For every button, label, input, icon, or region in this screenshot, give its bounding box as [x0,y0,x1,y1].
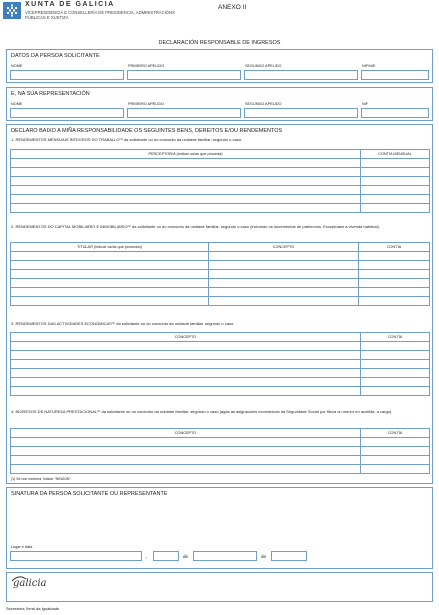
table-cell[interactable] [11,297,209,306]
table-cell[interactable] [361,369,430,378]
table-cell[interactable] [11,252,209,261]
galicia-logo: galicia [13,578,47,589]
table-row[interactable] [11,465,430,474]
table-header-row [11,333,430,342]
table-cell[interactable] [209,252,359,261]
applicant-section-title: DATOS DA PERSOA SOLICITANTE [11,53,100,59]
month-field[interactable] [193,551,257,561]
table-row[interactable] [11,369,430,378]
table-cell[interactable] [359,252,430,261]
section-1-heading: 1. RENDEMENTOS MENSUAIS ÍNTEGROS DO TRABALLO⁽¹⁾ da solicitante ou do conxunto da unidade familiar, segundo o caso. [11,137,243,142]
table-cell[interactable] [209,261,359,270]
table-row[interactable] [11,159,430,168]
table-cell[interactable] [359,288,430,297]
de-separator-2: de [261,554,267,559]
table-row[interactable] [11,351,430,360]
table-row[interactable] [11,261,430,270]
table-cell[interactable] [11,204,361,213]
table-row[interactable] [11,378,430,387]
applicant-nif-field[interactable] [361,70,429,80]
table-cell[interactable] [361,465,430,474]
column-header: CONCEPTO [11,333,361,342]
table-header-row [11,243,430,252]
table-cell[interactable] [11,177,361,186]
table-cell[interactable] [361,342,430,351]
column-header: CONCEPTO [209,243,359,252]
table-cell[interactable] [11,456,361,465]
annex-label: ANEXO II [218,4,247,11]
place-field[interactable] [10,551,142,561]
table-row[interactable] [11,186,430,195]
column-header: CONTÍA [359,243,430,252]
rep-name-label: NOME [11,102,23,106]
table-row[interactable] [11,288,430,297]
year-field[interactable] [271,551,307,561]
table-row[interactable] [11,270,430,279]
applicant-nif-label: NIF/NIE [362,64,376,68]
table-cell[interactable] [11,270,209,279]
table-cell[interactable] [11,465,361,474]
economic-activity-table [10,332,430,396]
table-header-row [11,150,430,159]
table-cell[interactable] [11,195,361,204]
section-3-heading: 3. RENDEMENTOS DAS ACTIVIDADES ECONÓMICAS⁽¹⁾ da solicitante ou do conxunto da unidade familiar, segundo o caso. [11,321,235,326]
table-row[interactable] [11,195,430,204]
rep-name-field[interactable] [10,108,124,118]
table-cell[interactable] [209,288,359,297]
signature-title: SINATURA DA PERSOA SOLICITANTE OU REPRESENTANTE [11,491,168,497]
table-cell[interactable] [361,447,430,456]
applicant-name-field[interactable] [10,70,124,80]
table-cell[interactable] [361,351,430,360]
table-cell[interactable] [361,195,430,204]
document-title: DECLARACIÓN RESPONSABLE DE INGRESOS [158,40,281,46]
table-row[interactable] [11,360,430,369]
column-header: CONTÍA [361,429,430,438]
comma-separator: , [146,554,148,560]
table-cell[interactable] [361,360,430,369]
table-cell[interactable] [361,159,430,168]
galicia-logo-swoosh-icon [11,576,27,582]
table-cell[interactable] [11,261,209,270]
table-cell[interactable] [11,168,361,177]
applicant-second-surname-label: SEGUNDO APELIDO [245,64,282,68]
table-cell[interactable] [209,279,359,288]
applicant-second-surname-field[interactable] [244,70,358,80]
table-cell[interactable] [11,351,361,360]
footnote: (1) Se non houbera, indicar "NINGÚN". [11,477,72,481]
rep-first-surname-label: PRIMEIRO APELIDO [128,102,165,106]
table-cell[interactable] [11,438,361,447]
table-cell[interactable] [11,369,361,378]
representative-section-title: E, NA SÚA REPRESENTACIÓN [11,91,90,97]
representative-section [6,87,433,121]
applicant-name-label: NOME [11,64,23,68]
department-name: VICEPRESIDENCIA E CONSELLERÍA DE PRESIDENCIA, ADMINISTRACIÓNS PÚBLICAS E XUSTIZA [25,10,175,20]
table-row[interactable] [11,342,430,351]
applicant-first-surname-label: PRIMEIRO APELIDO [128,64,165,68]
table-cell[interactable] [11,186,361,195]
table-cell[interactable] [361,168,430,177]
table-cell[interactable] [11,447,361,456]
table-row[interactable] [11,204,430,213]
table-cell[interactable] [361,438,430,447]
department-footer: Secretaría Xeral da Igualdade [6,606,60,611]
table-header-row [11,429,430,438]
rep-second-surname-field[interactable] [244,108,358,118]
capital-income-table [10,242,430,306]
table-row[interactable] [11,177,430,186]
table-cell[interactable] [11,342,361,351]
table-row[interactable] [11,387,430,396]
de-separator-1: de [183,554,189,559]
table-cell[interactable] [11,288,209,297]
table-row[interactable] [11,297,430,306]
table-row[interactable] [11,252,430,261]
work-income-table [10,149,430,213]
column-header: PERCEPTOR/A (indicar os/as que proceda) [11,150,361,159]
table-cell[interactable] [11,387,361,396]
section-4-heading: 4. INGRESOS DE NATUREZA PRESTACIONAL⁽¹⁾ da solicitante ou do conxunto da unidade familiar, segundo o caso (agás as asignacións económicas da Seguridade Social por fillo/a ou menor en acollida, a cargo). [11,409,393,414]
declaration-title: DECLARO BAIXO A MIÑA RESPONSABILIDADE OS SEGUINTES BENS, DEREITOS E/OU RENDEMENTOS [11,128,283,134]
table-cell[interactable] [11,360,361,369]
table-cell[interactable] [361,378,430,387]
table-cell[interactable] [359,279,430,288]
place-date-label: Lugar e data [11,545,33,549]
table-cell[interactable] [361,456,430,465]
signature-section [6,487,433,569]
benefits-income-table [10,428,430,474]
rep-first-surname-field[interactable] [127,108,241,118]
column-header: TITULAR (indicar os/as que procedan) [11,243,209,252]
table-row[interactable] [11,438,430,447]
table-row[interactable] [11,456,430,465]
footer-logo-box [6,572,433,602]
rep-nif-field[interactable] [361,108,429,118]
applicant-first-surname-field[interactable] [127,70,241,80]
table-cell[interactable] [361,387,430,396]
rep-second-surname-label: SEGUNDO APELIDO [245,102,282,106]
xunta-emblem-icon [3,2,21,19]
xunta-logo-name: XUNTA DE GALICIA [25,1,115,8]
table-cell[interactable] [359,297,430,306]
table-row[interactable] [11,168,430,177]
section-2-heading: 2. RENDEMENTOS DO CAPITAL MOBILIARIO E INMOBILIARIO⁽¹⁾ da solicitante ou do conxunto da unidade familiar, segundo o caso (incluíndo os incrementos de patrimonio. Exceptúase a vivenda habitual). [11,224,380,229]
table-cell[interactable] [361,186,430,195]
column-header: CONTÍA MENSUAL [361,150,430,159]
page-header [0,0,439,28]
table-cell[interactable] [361,177,430,186]
table-cell[interactable] [209,270,359,279]
table-cell[interactable] [209,297,359,306]
table-cell[interactable] [359,261,430,270]
table-row[interactable] [11,279,430,288]
column-header: CONTÍA [361,333,430,342]
table-row[interactable] [11,447,430,456]
column-header: CONCEPTO [11,429,361,438]
applicant-section [6,49,433,83]
day-field[interactable] [153,551,179,561]
table-cell[interactable] [11,279,209,288]
table-cell[interactable] [11,159,361,168]
rep-nif-label: NIF [362,102,369,106]
table-cell[interactable] [11,378,361,387]
declaration-section [6,124,433,484]
table-cell[interactable] [361,204,430,213]
table-cell[interactable] [359,270,430,279]
